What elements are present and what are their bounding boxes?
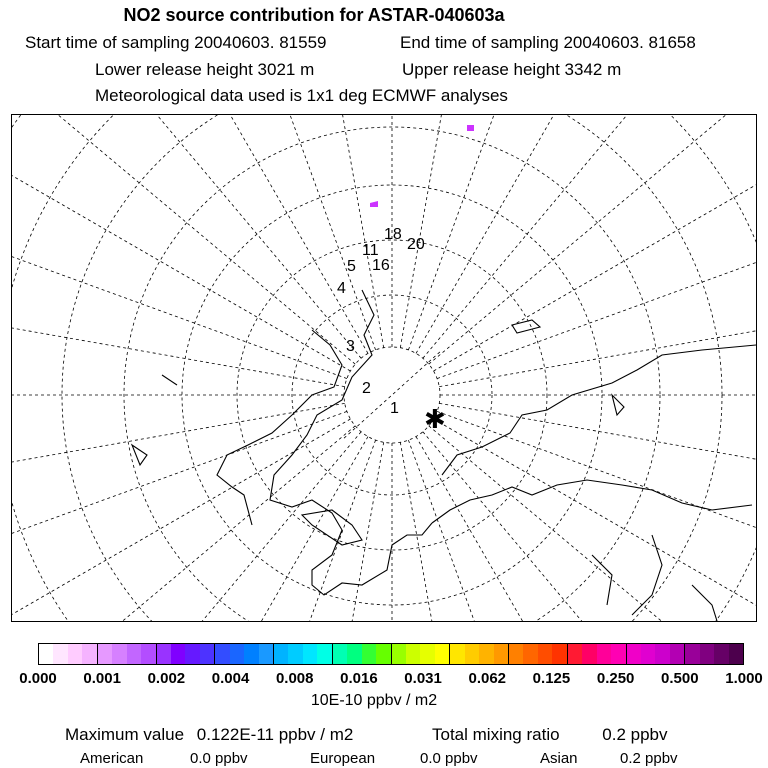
contour-label-2: 2 (362, 380, 371, 397)
color-scale-segment (714, 644, 728, 664)
end-time-label: End time of sampling 20040603. 81658 (400, 33, 696, 52)
color-scale-segment (582, 644, 596, 664)
coastline-pacific (592, 535, 717, 621)
graticule (12, 115, 756, 621)
color-scale-segment (552, 644, 567, 664)
meridian-line (12, 273, 345, 386)
color-scale-segment (333, 644, 347, 664)
contour-label-1: 1 (390, 400, 399, 417)
color-scale-segment (141, 644, 156, 664)
color-scale-segment (53, 644, 67, 664)
color-scale-segment (127, 644, 141, 664)
coastline-north-america (217, 330, 342, 525)
color-scale-tick-label: 0.125 (532, 670, 571, 687)
region-asian-value: 0.2 ppbv (620, 750, 678, 767)
max-value-row (65, 725, 353, 745)
meridian-line (270, 115, 383, 348)
meridian-line (400, 442, 513, 621)
color-scale-tick-label: 0.001 (83, 670, 121, 687)
color-scale-segment (479, 644, 493, 664)
meridian-line (12, 426, 355, 621)
color-scale-segment (171, 644, 185, 664)
coastline-islands (132, 320, 624, 465)
contour-label-3: 3 (346, 338, 355, 355)
region-american-name: American (80, 750, 144, 767)
coastlines (132, 290, 756, 621)
contour-label-20: 20 (407, 236, 425, 253)
coastline-siberia (442, 345, 756, 475)
color-scale-segment (288, 644, 302, 664)
color-scale-tick-label: 0.500 (661, 670, 699, 687)
meridian-line (12, 115, 350, 371)
color-scale-segment (68, 644, 82, 664)
total-mixing-row (432, 725, 668, 745)
color-scale-segment (729, 644, 743, 664)
coastline-greenland (302, 510, 362, 545)
region-european-name: European (310, 750, 376, 767)
region-american-value: 0.0 ppbv (190, 750, 248, 767)
meridian-line (408, 115, 631, 350)
color-scale-segment (597, 644, 611, 664)
polar-map (11, 114, 757, 622)
color-scale-tick-label: 0.002 (147, 670, 186, 687)
plume-spot (370, 201, 378, 207)
color-scale-segment (303, 644, 317, 664)
color-scale-segment (611, 644, 626, 664)
color-scale-segment (392, 644, 406, 664)
color-scale-tick-label: 0.250 (596, 670, 635, 687)
color-scale-segment (362, 644, 376, 664)
contour-labels (337, 226, 425, 417)
contour-label-4: 4 (337, 280, 346, 297)
color-scale-tick-label: 0.008 (275, 670, 314, 687)
met-data-label: Meteorological data used is 1x1 deg ECMWF analyses (95, 86, 508, 105)
color-scale-tick-label: 0.004 (211, 670, 250, 687)
meridian-line (12, 115, 361, 358)
color-scale-units: 10E-10 ppbv / m2 (310, 692, 438, 709)
max-value-label: Maximum value (65, 725, 185, 744)
color-scale-segment (185, 644, 199, 664)
meridian-line (437, 156, 756, 379)
start-time-label: Start time of sampling 20040603. 81559 (25, 33, 327, 52)
color-scale-segment (98, 644, 112, 664)
contour-label-18: 18 (384, 226, 402, 243)
meridian-line (429, 426, 756, 621)
meridian-line (12, 411, 347, 621)
color-scale-segment (112, 644, 126, 664)
color-scale-segment (450, 644, 464, 664)
meridian-line (42, 115, 368, 353)
meridian-line (400, 115, 513, 348)
color-scale-segment (259, 644, 274, 664)
color-scale-tick-label: 1.000 (725, 670, 763, 687)
meridian-line (416, 115, 742, 353)
plot-title: NO2 source contribution for ASTAR-040603a (123, 5, 505, 25)
color-scale-segment (230, 644, 244, 664)
color-scale-segment (494, 644, 509, 664)
color-scale-segment (700, 644, 714, 664)
meridian-line (153, 115, 376, 350)
color-scale-segment (274, 644, 288, 664)
meridian-line (12, 432, 361, 621)
meridian-line (439, 403, 756, 516)
color-scale-segment (641, 644, 655, 664)
total-mixing-value: 0.2 ppbv (602, 725, 668, 744)
meridian-line (270, 442, 383, 621)
release-site-marker: ✱ (424, 404, 446, 434)
color-scale-segment (568, 644, 582, 664)
color-scale-segment (538, 644, 552, 664)
color-scale-segment (627, 644, 641, 664)
color-scale-segment (215, 644, 229, 664)
meridian-line (12, 156, 347, 379)
contour-label-5: 5 (347, 258, 356, 275)
color-scale-tick-label: 0.062 (468, 670, 507, 687)
meridian-line (408, 440, 631, 621)
contour-label-16: 16 (372, 257, 390, 274)
color-scale-segment (347, 644, 361, 664)
color-scale-segment (509, 644, 523, 664)
plume-spot-top (467, 125, 474, 131)
meridian-line (423, 432, 756, 621)
color-scale-segment (465, 644, 479, 664)
color-scale-segment (376, 644, 391, 664)
color-scale-segment (82, 644, 97, 664)
polar-map-canvas (12, 115, 756, 621)
color-scale-segment (406, 644, 420, 664)
meridian-line (434, 115, 756, 371)
total-mixing-label: Total mixing ratio (432, 725, 560, 744)
color-scale-segment (670, 644, 685, 664)
contour-label-11: 11 (362, 242, 379, 259)
meridian-line (439, 273, 756, 386)
color-scale-segment (685, 644, 699, 664)
latitude-circle (12, 115, 756, 621)
color-scale-segment (435, 644, 450, 664)
color-scale-tick-label: 0.000 (19, 670, 57, 687)
meridian-line (416, 437, 742, 621)
latitude-circle (292, 295, 492, 495)
max-value: 0.122E-11 ppbv / m2 (196, 725, 354, 744)
color-scale-bar (38, 643, 744, 665)
color-scale-segment (317, 644, 332, 664)
meridian-line (42, 437, 368, 621)
color-scale-segment (523, 644, 537, 664)
color-scale-tick-label: 0.016 (340, 670, 378, 687)
color-scale-segment (655, 644, 669, 664)
meridian-line (429, 115, 756, 364)
region-asian-name: Asian (540, 750, 578, 767)
latitude-circle (12, 115, 756, 621)
color-scale-segment (39, 644, 53, 664)
region-european-value: 0.0 ppbv (420, 750, 478, 767)
color-scale-segment (244, 644, 258, 664)
upper-release-label: Upper release height 3342 m (402, 60, 622, 79)
color-scale-segment (420, 644, 434, 664)
meridian-line (12, 403, 345, 516)
color-scale-segment (200, 644, 215, 664)
meridian-line (12, 419, 350, 621)
coastline-europe (270, 290, 432, 595)
color-scale-segment (157, 644, 171, 664)
meridian-line (423, 115, 756, 358)
lower-release-label: Lower release height 3021 m (95, 60, 315, 79)
color-scale-tick-label: 0.031 (404, 670, 442, 687)
